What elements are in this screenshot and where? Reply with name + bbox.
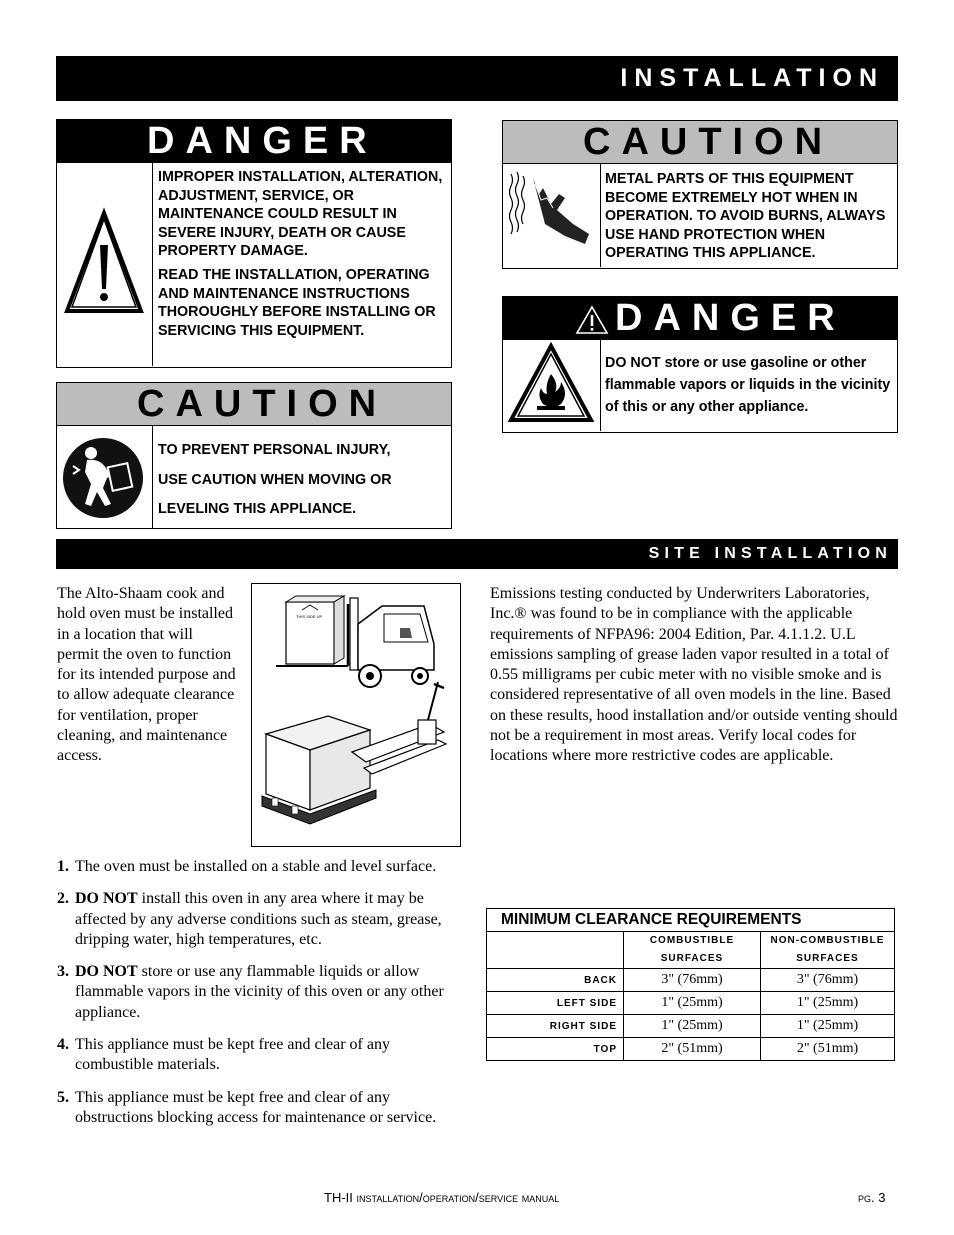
table-row: RIGHT SIDE 1" (25mm) 1" (25mm) [487, 1015, 895, 1038]
list-item: 2. DO NOT install this oven in any area where it may be affected by any adverse conditions such as steam, grease, dripping water, high temperatures, etc. [57, 890, 442, 948]
caution-moving-box [56, 382, 452, 529]
warning-triangle-icon [575, 305, 609, 335]
table-row: TOP 2" (51mm) 2" (51mm) [487, 1038, 895, 1061]
page-section-title: INSTALLATION [56, 56, 898, 101]
warning-triangle-icon [57, 163, 153, 366]
list-item: 3. DO NOT store or use any flammable liquids or allow flammable vapors in the vicinity of this oven or any other appliance. [57, 963, 444, 1021]
forklift-pallet-illustration [251, 583, 461, 847]
caution-heading: CAUTION [503, 121, 897, 164]
footer-page-number: pg. 3 [858, 1190, 886, 1205]
site-intro-text: The Alto-Shaam cook and hold oven must be installed in a location that will permit the oven to function for its intended purpose and to allow adequate clearance for ventilation, proper cleaning, and maintenance access. [57, 585, 236, 765]
danger-heading: DANGER [615, 297, 846, 339]
noncombustible-column-header: NON-COMBUSTIBLE SURFACES [761, 932, 895, 969]
hot-surface-hand-icon [503, 164, 601, 267]
table-row: LEFT SIDE 1" (25mm) 1" (25mm) [487, 992, 895, 1015]
lifting-injury-icon [57, 426, 153, 528]
danger-warning-text: IMPROPER INSTALLATION, ALTERATION, ADJUSTMENT, SERVICE, OR MAINTENANCE COULD RESULT IN SEVERE INJURY, DEATH OR CAUSE PROPERTY DAMAGE. [158, 169, 443, 260]
caution-moving-line-3: LEVELING THIS APPLIANCE. [158, 501, 357, 517]
caution-moving-line-2: USE CAUTION WHEN MOVING OR [158, 471, 392, 488]
caution-hot-metal-box [502, 120, 898, 269]
caution-heading: CAUTION [57, 383, 451, 426]
list-item: 1. The oven must be installed on a stable and level surface. [57, 858, 437, 875]
clearance-table-title: MINIMUM CLEARANCE REQUIREMENTS [487, 909, 895, 932]
danger-heading: DANGER [57, 120, 451, 163]
footer-manual-title: TH-II installation/operation/service manual [324, 1190, 560, 1205]
list-item: 4. This appliance must be kept free and clear of any combustible materials. [57, 1036, 390, 1074]
this-side-up-label: THIS SIDE UP [296, 614, 323, 619]
site-installation-title: SITE INSTALLATION [56, 539, 898, 569]
danger-flammable-text: DO NOT store or use gasoline or other flammable vapors or liquids in the vicinity of this or any other appliance. [605, 355, 891, 415]
danger-read-instructions-text: READ THE INSTALLATION, OPERATING AND MAINTENANCE INSTRUCTIONS THOROUGHLY BEFORE INSTALLING OR SERVICING THIS EQUIPMENT. [158, 266, 436, 339]
emissions-testing-text: Emissions testing conducted by Underwriters Laboratories, Inc.® was found to be in compliance with the applicable requirements of NFPA96: 2004 Edition, Par. 4.1.1.2. U.L emissions sampling of grease laden vapor resulted in a total of 0.55 milligrams per cubic meter with no visible smoke and is considered representative of all oven models in the line. Based on these results, hood installation and/or outside venting should not be a requirement in most areas. Verify local codes for locations where more restrictive codes are applicable. [490, 585, 898, 765]
list-item: 5. This appliance must be kept free and clear of any obstructions blocking access for maintenance or service. [57, 1088, 437, 1126]
clearance-requirements-table [486, 908, 895, 1061]
flammable-hazard-icon [503, 340, 601, 431]
combustible-column-header: COMBUSTIBLE SURFACES [624, 932, 761, 969]
installation-steps-list [57, 857, 467, 1140]
caution-moving-line-1: TO PREVENT PERSONAL INJURY, [158, 442, 391, 458]
danger-flammable-box [502, 296, 898, 433]
table-row: BACK 3" (76mm) 3" (76mm) [487, 969, 895, 992]
caution-hot-metal-text: METAL PARTS OF THIS EQUIPMENT BECOME EXTREMELY HOT WHEN IN OPERATION. TO AVOID BURNS, ALWAYS USE HAND PROTECTION WHEN OPERATING THIS APPLIANCE. [605, 171, 886, 262]
danger-warning-box [56, 119, 452, 368]
